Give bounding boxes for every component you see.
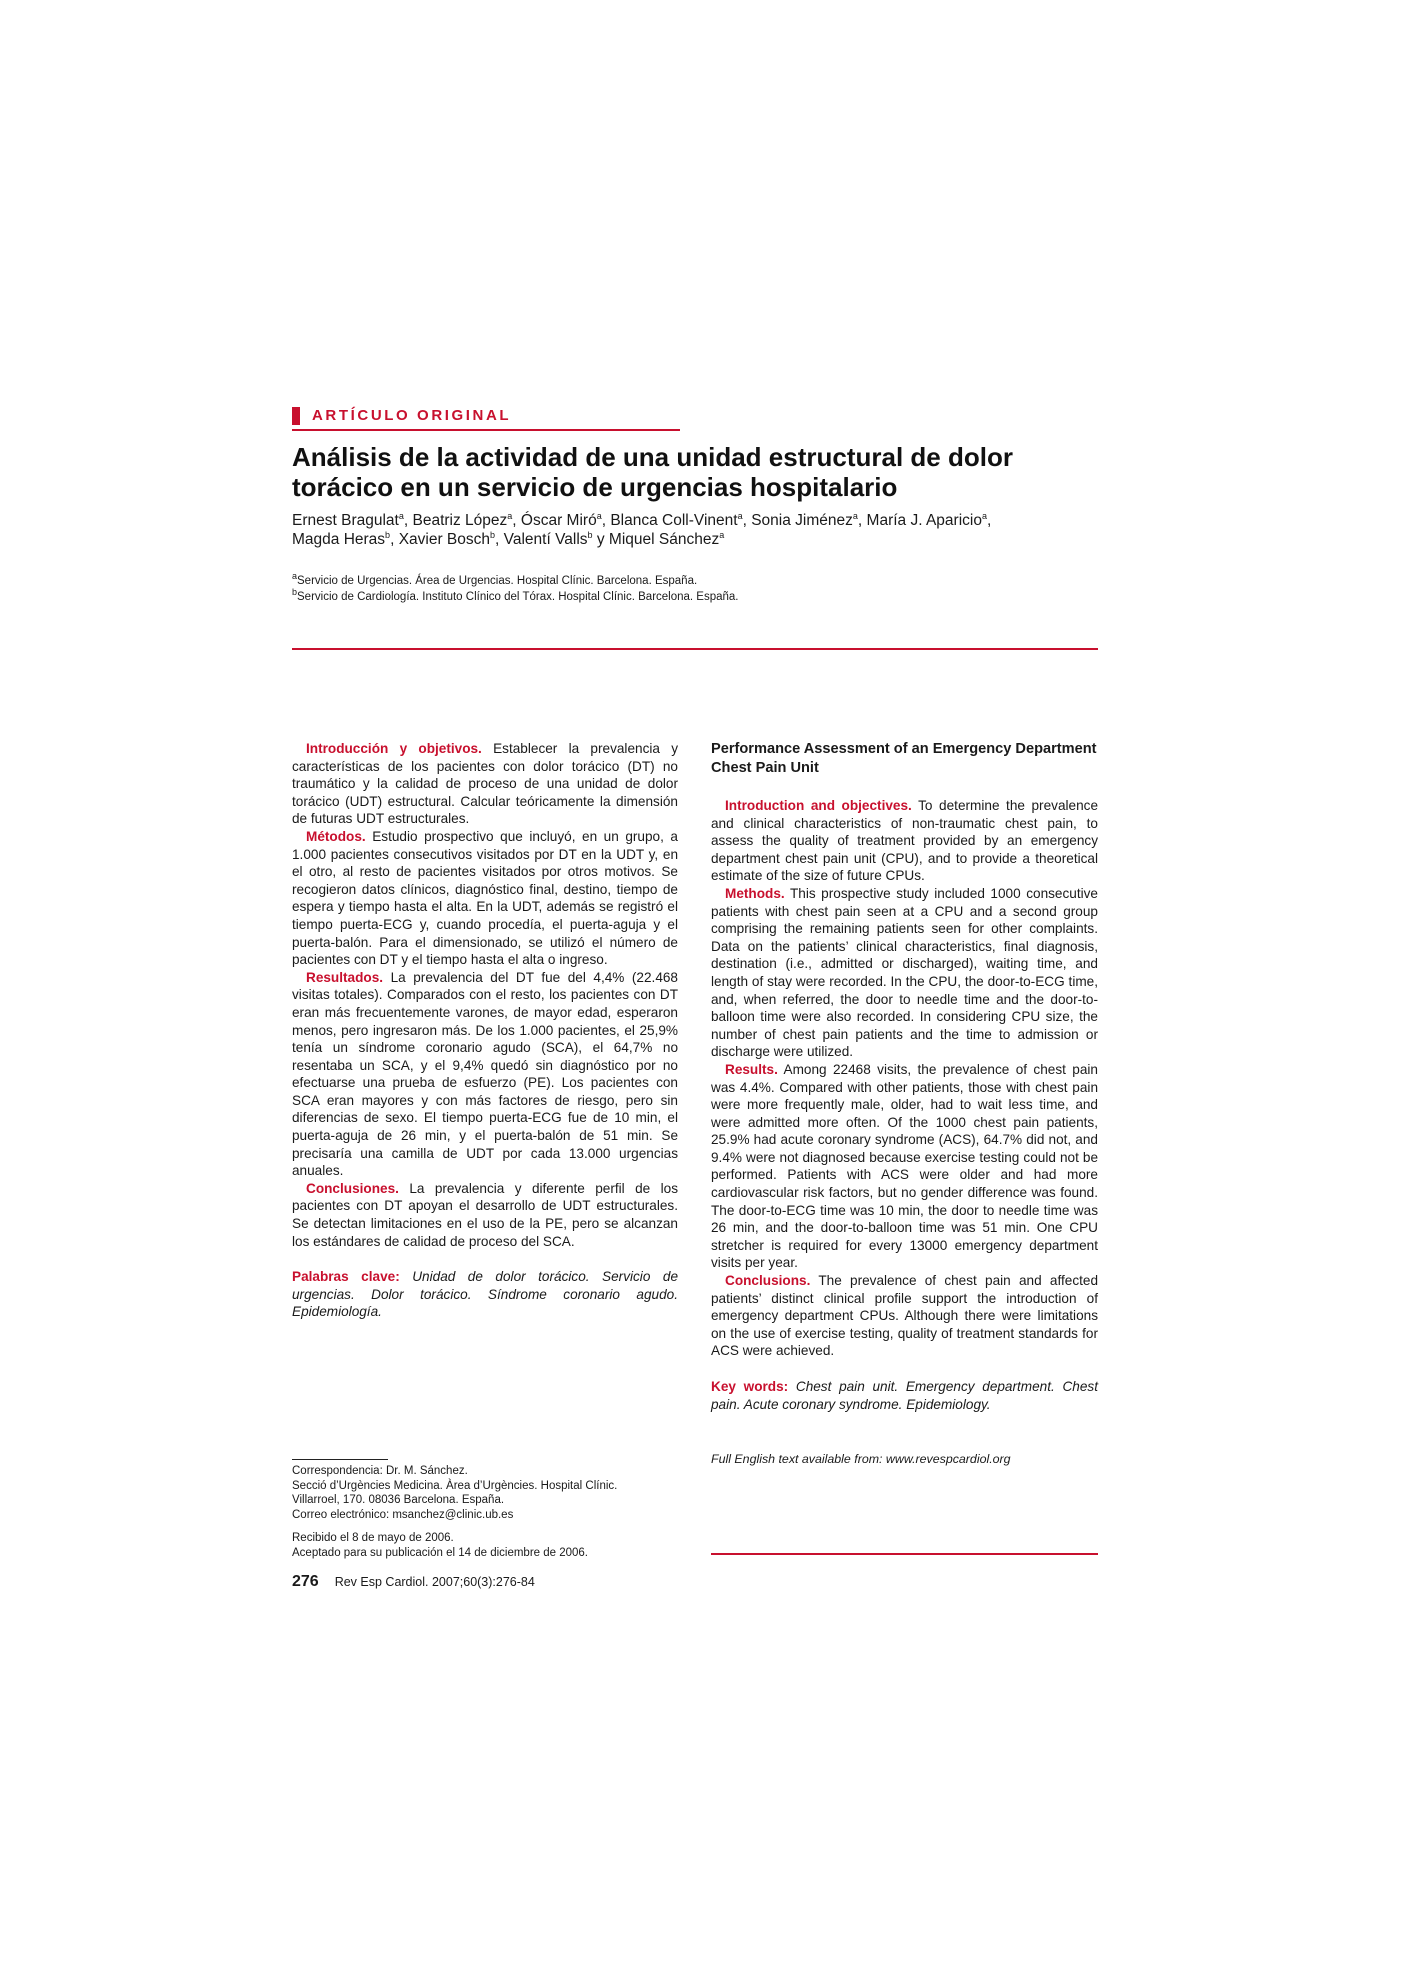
correspondence-line: Villarroel, 170. 08036 Barcelona. España. [292,1494,505,1506]
author-name: Beatriz López [412,512,508,529]
author-name: Magda Heras [292,531,386,548]
abstract-english [711,740,1098,1481]
abstract-en-paragraph [711,1061,1098,1272]
author-affiliation-mark: a [507,510,513,521]
abstract-en-paragraph [711,1272,1098,1360]
abstract-es-section-label: Introducción y objetivos. [306,741,482,756]
affiliation-list [292,573,1112,605]
abstract-es-body [292,740,678,1250]
correspondence [292,1464,692,1522]
abstract-es-paragraph [292,969,678,1180]
correspondence-line: Correo electrónico: msanchez@clinic.ub.es [292,1508,514,1521]
abstract-en-paragraph [711,885,1098,1061]
abstract-es-section-label: Resultados. [306,969,384,985]
affiliation-mark: b [292,587,298,598]
journal-citation: Rev Esp Cardiol. 2007;60(3):276-84 [334,1575,535,1589]
author-name: Ernest Bragulat [292,512,399,529]
affiliation [292,589,1112,605]
abstract-spanish [292,740,678,1321]
author-affiliation-mark: a [981,510,987,521]
abstract-en-paragraph [711,797,1098,885]
abstract-en-section-text: This prospective study included 1000 consecutive patients with chest pain seen at a CPU and a second group comprising the remaining patients seen for other complaints. Data on the patients’ clinical characteristics, final diagnosis, destination (i.e., admitted or discharged), waiting time, and length of stay were recorded. In the CPU, the door-to-ECG time, and, when referred, the door to needle time and the door-to-balloon time were also recorded. In considering CPU size, the number of chest pain patients and the time to admission or discharge were utilized. [711,885,1098,1060]
footnote-rule [292,1459,388,1460]
author-affiliation-mark: a [398,510,404,521]
author-affiliation-mark: b [385,529,391,540]
section-marker [292,407,300,425]
page-footer [292,1573,792,1591]
abstract-es-paragraph [292,828,678,969]
abstract-es-section-text: La prevalencia y diferente perfil de los pacientes con DT apoyan el desarrollo de UDT estructurales. Se detectan limitaciones en el uso de la PE, pero se alcanzan los estándares de calidad de proceso del SCA. [292,1180,678,1249]
abstract-es-paragraph [292,1180,678,1250]
authors-conjunction: y [596,531,605,548]
affiliation-text: Servicio de Cardiología. Instituto Clínico del Tórax. Hospital Clínic. Barcelona. España. [297,591,739,603]
author-affiliation-mark: a [596,510,602,521]
affiliation [292,573,1112,589]
author-name: María J. Aparicio [866,512,982,529]
english-divider [711,1553,1098,1555]
abstract-en-section-label: Methods. [725,885,785,901]
abstract-es-section-text: Estudio prospectivo que incluyó, en un grupo, a 1.000 pacientes consecutivos visitados por DT en la UDT y, en el otro, al resto de pacientes visitados por otros motivos. Se recogieron datos clínicos, diagnóstico final, destino, tiempo de espera y tiempo hasta el alta. En la UDT, además se registró el tiempo puerta-ECG y, cuando procedía, el puerta-aguja y el puerta-balón. Para el dimensionado, se utilizó el número de pacientes con DT y el tiempo hasta el alta o ingreso. [292,828,678,968]
abstract-es-paragraph [292,740,678,828]
full-english-note: Full English text available from: www.revespcardiol.org [711,1452,1011,1467]
author-affiliation-mark: a [719,529,725,540]
author-name: Miquel Sánchez [608,531,720,548]
section-label-text: ARTÍCULO ORIGINAL [312,407,512,424]
section-rule [292,429,680,431]
received-dates [292,1531,692,1560]
abstract-en-section-text: The prevalence of chest pain and affected patients’ distinct clinical profile support the introduction of emergency department CPUs. Although there were limitations on the use of exercise testing, quality of treatment standards for ACS were achieved. [711,1273,1099,1359]
abstract-en-section-text: To determine the prevalence and clinical characteristics of non-traumatic chest pain, to assess the quality of treatment provided by an emergency department chest pain unit (CPU), and to provide a theoretical estimate of the size of future CPUs. [711,798,1099,884]
author-name: Óscar Miró [520,512,597,529]
keywords-en [711,1378,1098,1413]
affiliation-mark: a [292,571,298,582]
abstract-en-section-text: Among 22468 visits, the prevalence of chest pain was 4.4%. Compared with other patients, those with chest pain were more frequently male, older, had to wait less time, and were admitted more often. Of the 1000 chest pain patients, 25.9% had acute coronary syndrome (ACS), 64.7% did not, and 9.4% were not diagnosed because exercise testing could not be performed. Patients with ACS were older and had more cardiovascular risk factors, but no gender difference was found. The door-to-ECG time was 10 min, the door to needle time was 26 min, and the door-to-balloon time was 51 min. One CPU stretcher is required for every 13000 emergency department visits per year. [711,1061,1098,1271]
abstract-en-section-label: Conclusions. [725,1273,811,1289]
keywords-en-text: Chest pain unit. Emergency department. Chest pain. Acute coronary syndrome. Epidemiology. [711,1379,1098,1412]
date-line: Aceptado para su publicación el 14 de diciembre de 2006. [292,1546,589,1559]
keywords-es-label: Palabras clave: [292,1269,400,1285]
abstract-en-section-label: Introduction and objectives. [725,798,912,813]
abstract-es-section-label: Métodos. [306,828,366,844]
keywords-es [292,1268,678,1321]
author-name: Xavier Bosch [398,531,491,548]
author-affiliation-mark: b [587,529,593,540]
abstract-en-body [711,797,1098,1360]
abstract-en-section-label: Results. [725,1061,778,1077]
article-title: Análisis de la actividad de una unidad estructural de dolor torácico en un servicio de urgencias hospitalario [292,442,1013,502]
date-line: Recibido el 8 de mayo de 2006. [292,1532,454,1544]
english-title: Performance Assessment of an Emergency Department Chest Pain Unit [711,741,1097,776]
author-affiliation-mark: a [852,510,858,521]
correspondence-line: Secció d’Urgències Medicina. Àrea d’Urgències. Hospital Clínic. [292,1479,618,1492]
author-name: Sonia Jiménez [751,512,853,529]
section-label [292,405,680,427]
keywords-es-text: Unidad de dolor torácico. Servicio de urgencias. Dolor torácico. Síndrome coronario agudo. Epidemiología. [292,1269,679,1320]
author-name: Valentí Valls [503,531,588,548]
page-number: 276 [292,1573,319,1590]
author-affiliation-mark: a [737,510,743,521]
author-list: Ernest Bragulat$^a$, Beatriz López$^a$, Óscar Miró$^a$, Blanca Coll-Vinent$^a$, Sonia Jiménez$^a$, María J. Aparicio$^a$, Magda Heras$^b$, Xavier Bosch$^b$, Valentí Valls$^b$ y Miquel Sánchez$^a$ [292,510,992,548]
author-affiliation-mark: b [490,529,496,540]
abstract-es-section-text: La prevalencia del DT fue del 4,4% (22.468 visitas totales). Comparados con el resto, los pacientes con DT eran más frecuentemente varones, de mayor edad, esperaron menos, pero ingresaron más. De los 1.000 pacientes, el 25,9% tenía un síndrome coronario agudo (SCA), el 64,7% no resentaba un SCA, y el 9,4% quedó sin diagnóstico por no efectuarse una prueba de esfuerzo (PE). Los pacientes con SCA eran mayores y con más factores de riesgo, pero sin diferencias de sexo. El tiempo puerta-ECG fue de 10 min, el puerta-aguja de 26 min, y el puerta-balón de 51 min. Se precisaría una camilla de UDT por cada 13.000 urgencias anuales. [292,969,678,1179]
header-divider [292,648,1098,650]
affiliation-text: Servicio de Urgencias. Área de Urgencias. Hospital Clínic. Barcelona. España. [297,575,698,587]
abstract-es-section-label: Conclusiones. [306,1180,399,1196]
correspondence-line: Correspondencia: Dr. M. Sánchez. [292,1465,468,1477]
author-name: Blanca Coll-Vinent [610,512,738,529]
abstract-es-section-text: Establecer la prevalencia y características de los pacientes con dolor torácico (DT) no traumático y la calidad de proceso de una unidad de dolor torácico (UDT) estructural. Calcular teóricamente la dimensión de futuras UDT estructurales. [292,741,679,827]
keywords-en-label: Key words: [711,1379,789,1394]
